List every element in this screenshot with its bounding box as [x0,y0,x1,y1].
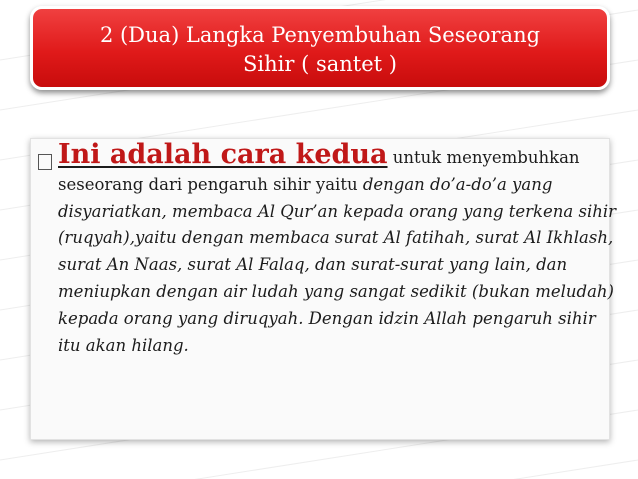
slide-title [30,6,610,90]
body-text-italic: dengan do’a-do’a yang disyariatkan, membaca Al Qur’an kepada orang yang terkena sihir (ruqyah),yaitu dengan membaca surat Al fatihah, surat Al Ikhlash, surat An Naas, surat Al Falaq, dan surat-surat yang lain, dan meniupkan dengan air ludah yang sangat sedikit (bukan meludah) kepada orang yang diruqyah. Dengan idzin Allah pengaruh sihir itu akan hilang. [58,174,617,355]
body-text-normal: untuk menyembuhkan seseorang dari pengaruh sihir yaitu [58,148,580,194]
body-text [58,139,618,359]
bullet-icon [38,154,52,170]
slide-title-line1: 2 (Dua) Langka Penyembuhan Seseorang [99,23,541,47]
slide-title-line2: Sihir ( santet ) [243,52,397,76]
lead-heading: Ini adalah cara kedua [58,139,388,170]
